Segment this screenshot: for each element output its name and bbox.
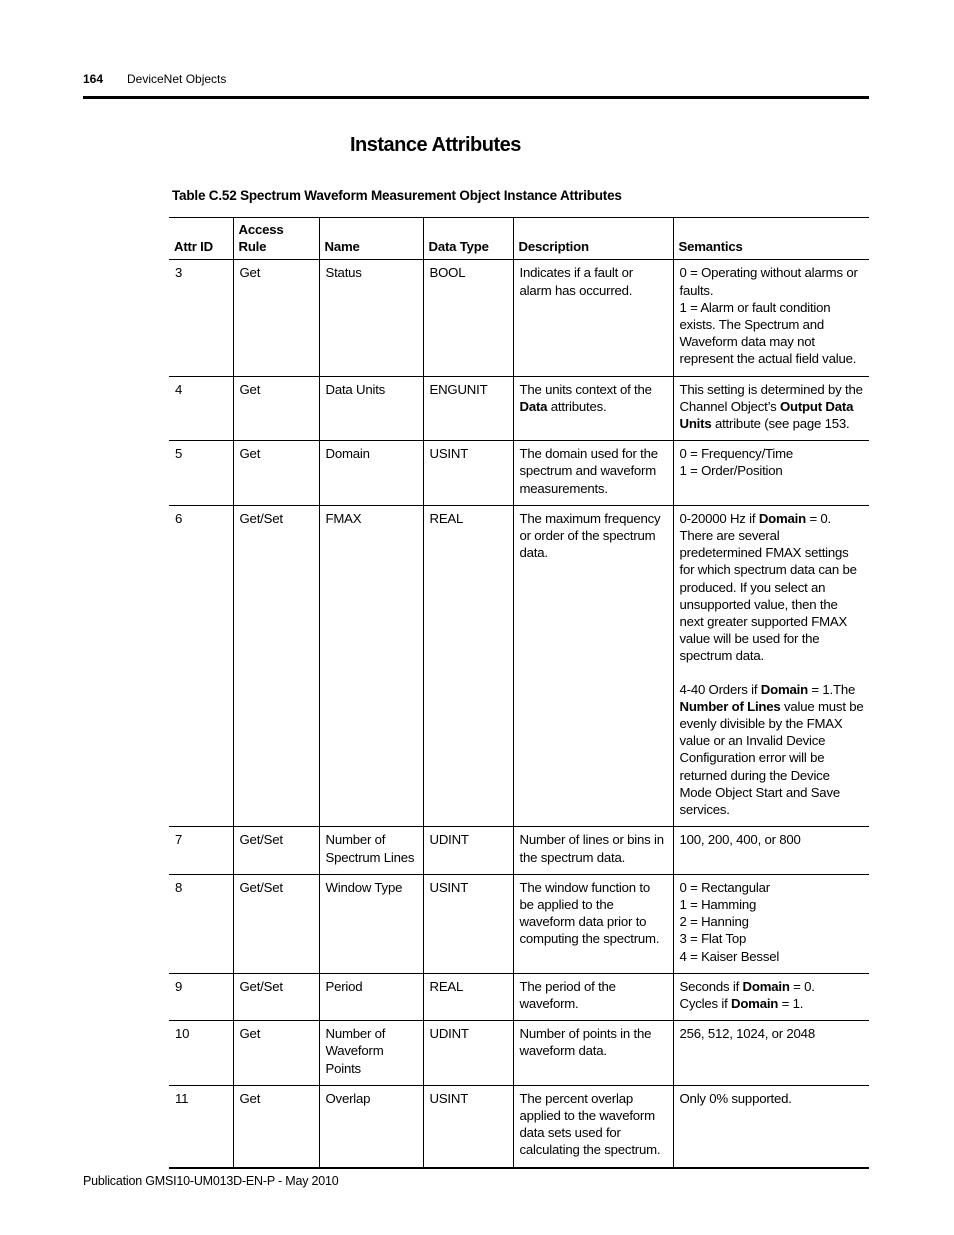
cell-data-type: USINT <box>423 874 513 973</box>
paragraph <box>680 445 865 462</box>
cell-description <box>513 505 673 826</box>
paragraph <box>680 948 865 965</box>
cell-access-rule: Get/Set <box>233 505 319 826</box>
cell-semantics <box>673 1021 869 1086</box>
text-run: 0 = Operating without alarms or faults. <box>679 265 858 298</box>
cell-name: FMAX <box>319 505 423 826</box>
table-row <box>169 441 869 506</box>
text-run: 4 = Kaiser Bessel <box>679 948 780 964</box>
paragraph <box>520 1090 668 1159</box>
paragraph <box>520 1025 668 1059</box>
cell-name: Number of Spectrum Lines <box>319 827 423 874</box>
paragraph <box>680 896 865 913</box>
paragraph <box>680 930 865 947</box>
cell-name: Status <box>319 260 423 376</box>
cell-access-rule: Get <box>233 1085 319 1167</box>
cell-name: Data Units <box>319 376 423 441</box>
cell-attr-id: 9 <box>169 973 233 1020</box>
cell-access-rule: Get <box>233 260 319 376</box>
paragraph <box>520 264 668 298</box>
text-run: The maximum frequency or order of the spectrum data. <box>519 510 661 561</box>
text-run: 2 = Hanning <box>679 914 749 930</box>
bold-term: Domain <box>742 978 790 994</box>
cell-description <box>513 874 673 973</box>
cell-description <box>513 376 673 441</box>
cell-semantics <box>673 441 869 506</box>
cell-attr-id: 8 <box>169 874 233 973</box>
text-run: 3 = Flat Top <box>679 931 747 947</box>
column-header-description: Description <box>513 218 673 260</box>
cell-description <box>513 973 673 1020</box>
table-row <box>169 874 869 973</box>
cell-access-rule: Get <box>233 376 319 441</box>
cell-name: Domain <box>319 441 423 506</box>
table-header-row <box>169 218 869 260</box>
section-title: Instance Attributes <box>350 134 521 156</box>
column-header-name: Name <box>319 218 423 260</box>
cell-description <box>513 1085 673 1167</box>
page-number: 164 <box>83 72 104 86</box>
text-run: 4-40 Orders if <box>679 681 761 697</box>
paragraph <box>520 445 668 497</box>
cell-attr-id: 11 <box>169 1085 233 1167</box>
text-run: value must be evenly divisible by the FMAX value or an Invalid Device Configuration error will be returned during the Device Mode Object Start and Save services. <box>679 698 864 818</box>
cell-description <box>513 260 673 376</box>
bold-term: Domain <box>731 995 779 1011</box>
bold-term: Domain <box>760 681 808 697</box>
text-run: 1 = Hamming <box>679 896 757 912</box>
column-header-attr-id: Attr ID <box>169 218 233 260</box>
cell-semantics <box>673 827 869 874</box>
text-run: = 1. <box>778 995 804 1011</box>
text-run: Seconds if <box>679 978 743 994</box>
text-run: 0 = Frequency/Time <box>679 446 794 462</box>
cell-data-type: USINT <box>423 441 513 506</box>
text-run: attribute (see page 153. <box>711 416 850 432</box>
text-run: The domain used for the spectrum and waveform measurements. <box>519 446 658 496</box>
paragraph <box>680 665 865 681</box>
cell-data-type: USINT <box>423 1085 513 1167</box>
bold-term: Output Data Units <box>679 398 854 432</box>
cell-description <box>513 827 673 874</box>
column-header-semantics: Semantics <box>673 218 869 260</box>
cell-access-rule: Get/Set <box>233 973 319 1020</box>
cell-access-rule: Get/Set <box>233 874 319 973</box>
table-row <box>169 1085 869 1167</box>
cell-access-rule: Get/Set <box>233 827 319 874</box>
cell-data-type: UDINT <box>423 827 513 874</box>
cell-semantics <box>673 505 869 826</box>
text-run: = 1.The <box>807 681 856 697</box>
cell-semantics <box>673 376 869 441</box>
paragraph <box>680 510 865 665</box>
text-run: Number of points in the waveform data. <box>519 1026 652 1059</box>
cell-data-type: ENGUNIT <box>423 376 513 441</box>
paragraph <box>520 510 668 562</box>
text-run: Cycles if <box>679 995 731 1011</box>
cell-data-type: REAL <box>423 973 513 1020</box>
header-rule <box>83 96 869 99</box>
paragraph <box>680 264 865 298</box>
table-caption: Table C.52 Spectrum Waveform Measurement Object Instance Attributes <box>172 188 622 203</box>
text-run: Number of lines or bins in the spectrum data. <box>519 832 664 865</box>
cell-attr-id: 7 <box>169 827 233 874</box>
cell-data-type: BOOL <box>423 260 513 376</box>
paragraph <box>680 995 865 1012</box>
cell-attr-id: 6 <box>169 505 233 826</box>
attributes-table <box>169 217 869 1169</box>
column-header-data-type: Data Type <box>423 218 513 260</box>
cell-semantics <box>673 1085 869 1167</box>
text-run: The window function to be applied to the waveform data prior to computing the spectrum. <box>519 879 660 947</box>
text-run: = 0. <box>789 978 815 994</box>
text-run: attributes. <box>547 398 607 414</box>
text-run: 100, 200, 400, or 800 <box>679 832 801 848</box>
text-run: 1 = Alarm or fault condition exists. The Spectrum and Waveform data may not represent the actual field value. <box>679 299 857 367</box>
text-run: = 0. There are several predetermined FMAX settings for which spectrum data can be produced. If you select an unsupported value, then the next greater supported FMAX value will be used for the spectrum data. <box>679 510 857 664</box>
paragraph <box>680 299 865 368</box>
paragraph <box>520 978 668 1012</box>
text-run: 0 = Rectangular <box>679 879 770 895</box>
cell-description <box>513 1021 673 1086</box>
paragraph <box>680 1090 865 1107</box>
table-body <box>169 260 869 1168</box>
cell-name: Window Type <box>319 874 423 973</box>
text-run: This setting is determined by the Channel Object’s <box>679 381 863 414</box>
paragraph <box>680 1025 865 1042</box>
text-run: 1 = Order/Position <box>679 463 783 479</box>
cell-name: Overlap <box>319 1085 423 1167</box>
page-footer: Publication GMSI10-UM013D-EN-P - May 2010 <box>83 1174 339 1188</box>
cell-description <box>513 441 673 506</box>
paragraph <box>680 831 865 848</box>
cell-name: Period <box>319 973 423 1020</box>
table-row <box>169 376 869 441</box>
cell-access-rule: Get <box>233 441 319 506</box>
cell-semantics <box>673 260 869 376</box>
cell-semantics <box>673 973 869 1020</box>
text-run: 0-20000 Hz if <box>679 510 759 526</box>
cell-attr-id: 3 <box>169 260 233 376</box>
cell-name: Number of Waveform Points <box>319 1021 423 1086</box>
paragraph <box>680 879 865 896</box>
text-run: 256, 512, 1024, or 2048 <box>679 1026 815 1042</box>
paragraph <box>680 462 865 479</box>
table-row <box>169 1021 869 1086</box>
page-header <box>83 72 869 86</box>
paragraph <box>520 879 668 948</box>
paragraph <box>520 381 668 415</box>
text-run: The percent overlap applied to the waveform data sets used for calculating the spectrum. <box>519 1090 661 1158</box>
paragraph <box>680 381 865 433</box>
table-row <box>169 260 869 376</box>
text-run: Indicates if a fault or alarm has occurred. <box>519 265 633 298</box>
bold-term: Domain <box>758 510 806 526</box>
paragraph <box>520 831 668 865</box>
cell-attr-id: 5 <box>169 441 233 506</box>
cell-semantics <box>673 874 869 973</box>
bold-term: Number of Lines <box>679 698 781 714</box>
cell-attr-id: 4 <box>169 376 233 441</box>
column-header-access-rule: Access Rule <box>233 218 319 260</box>
paragraph <box>680 681 865 819</box>
cell-attr-id: 10 <box>169 1021 233 1086</box>
table-row <box>169 827 869 874</box>
paragraph <box>680 978 865 995</box>
cell-access-rule: Get <box>233 1021 319 1086</box>
cell-data-type: REAL <box>423 505 513 826</box>
text-run: Only 0% supported. <box>679 1090 792 1106</box>
bold-term: Data <box>519 398 548 414</box>
text-run: The units context of the <box>519 381 652 397</box>
table-row <box>169 505 869 826</box>
text-run: The period of the waveform. <box>519 978 616 1011</box>
cell-data-type: UDINT <box>423 1021 513 1086</box>
table-row <box>169 973 869 1020</box>
paragraph <box>680 913 865 930</box>
header-section-title: DeviceNet Objects <box>127 72 227 86</box>
